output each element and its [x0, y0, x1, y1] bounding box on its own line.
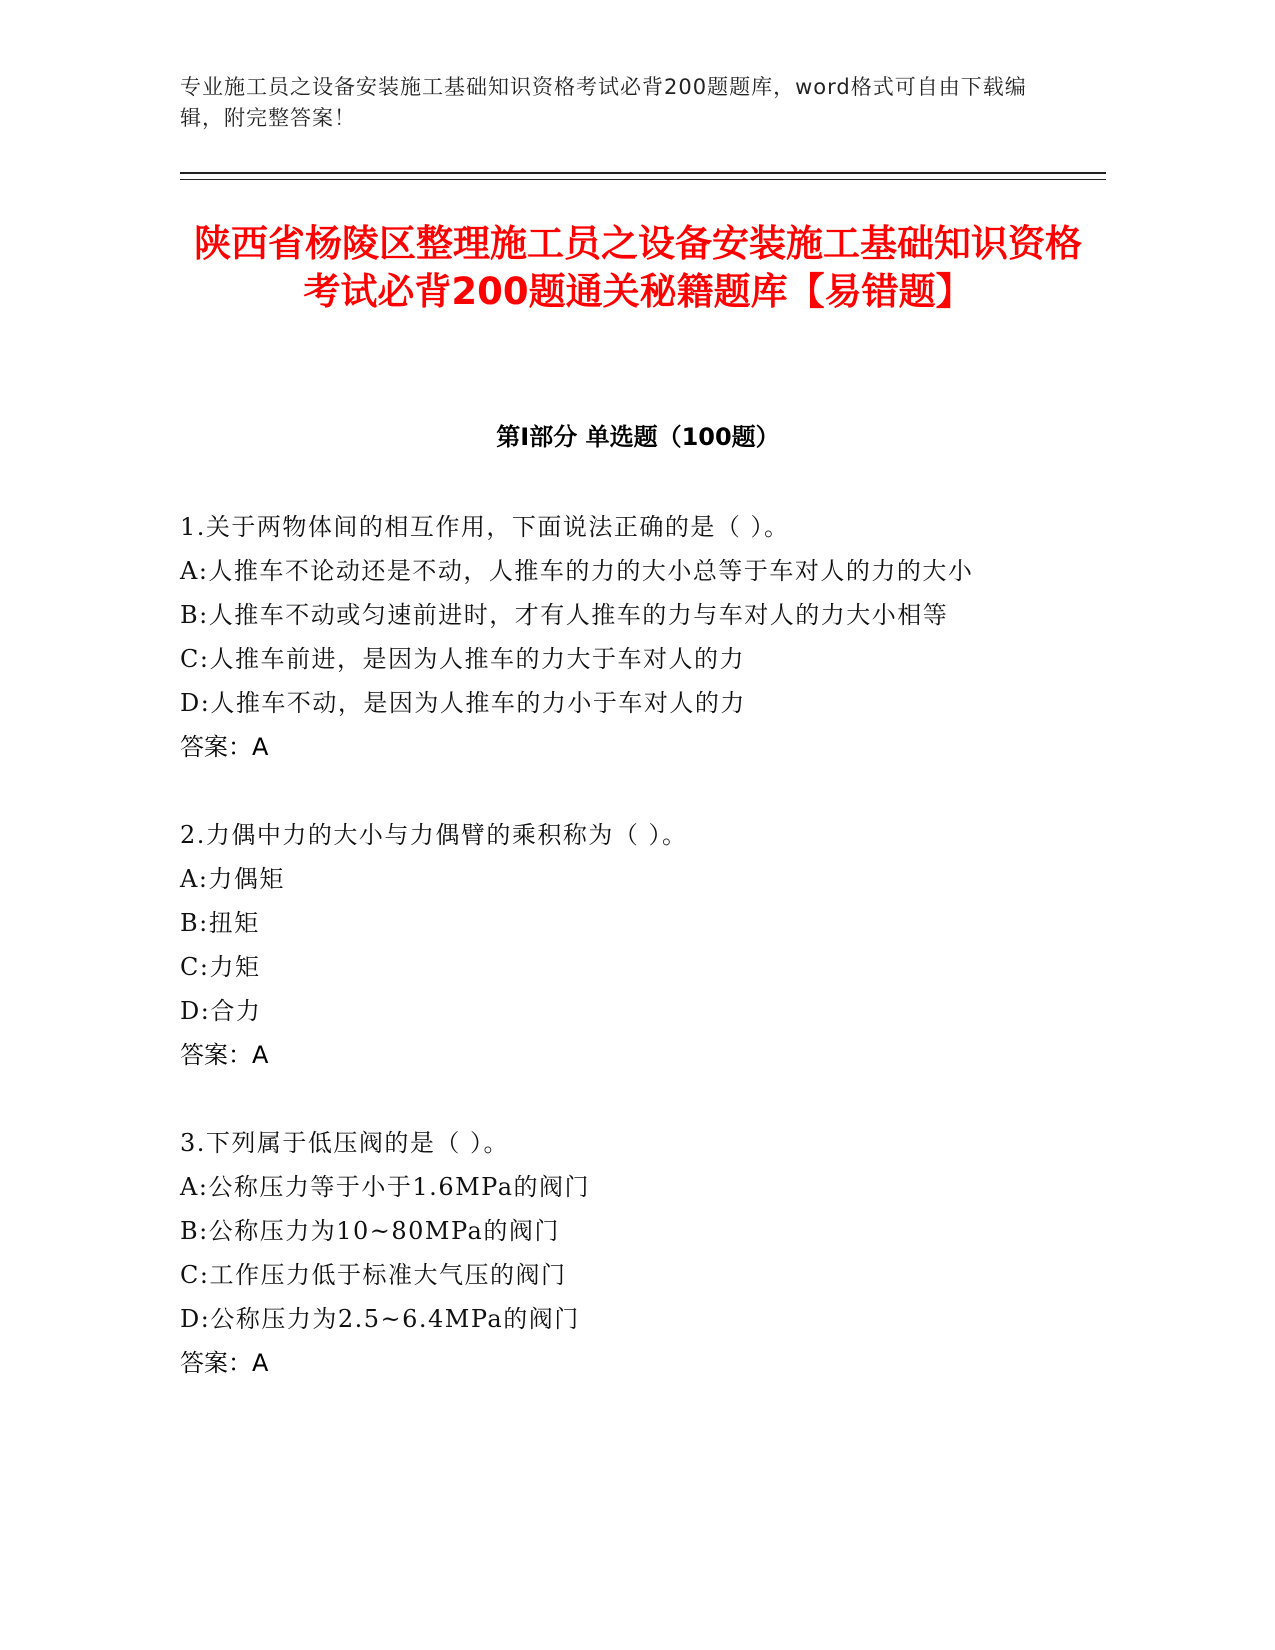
question-list — [180, 505, 1040, 1429]
header-divider-thick — [180, 172, 1106, 174]
answer: 答案：A — [180, 1349, 269, 1377]
option-d: D:公称压力为2.5~6.4MPa的阀门 — [180, 1305, 580, 1333]
answer: 答案：A — [180, 733, 269, 761]
option-c: C:力矩 — [180, 953, 261, 981]
option-a: A:公称压力等于小于1.6MPa的阀门 — [180, 1173, 591, 1201]
header-divider-thin — [180, 179, 1106, 180]
question-3 — [180, 1121, 1040, 1385]
document-title: 陕西省杨陵区整理施工员之设备安装施工基础知识资格考试必背200题通关秘籍题库【易错题】 — [194, 222, 1082, 313]
option-d: D:人推车不动，是因为人推车的力小于车对人的力 — [180, 689, 746, 717]
question-stem: 3.下列属于低压阀的是（ ）。 — [180, 1129, 510, 1157]
question-stem: 2.力偶中力的大小与力偶臂的乘积称为（ ）。 — [180, 821, 688, 849]
option-b: B:公称压力为10~80MPa的阀门 — [180, 1217, 560, 1245]
option-b: B:人推车不动或匀速前进时，才有人推车的力与车对人的力大小相等 — [180, 601, 949, 629]
question-2 — [180, 813, 1040, 1077]
option-d: D:合力 — [180, 997, 262, 1025]
option-a: A:力偶矩 — [180, 865, 285, 893]
option-a: A:人推车不论动还是不动，人推车的力的大小总等于车对人的力的大小 — [180, 557, 974, 585]
header-note: 专业施工员之设备安装施工基础知识资格考试必背200题题库，word格式可自由下载编辑，附完整答案！ — [180, 75, 1027, 130]
question-1 — [180, 505, 1040, 769]
section-heading: 第Ⅰ部分 单选题（100题） — [496, 423, 780, 451]
answer: 答案：A — [180, 1041, 269, 1069]
option-c: C:工作压力低于标准大气压的阀门 — [180, 1261, 567, 1289]
question-stem: 1.关于两物体间的相互作用，下面说法正确的是（ ）。 — [180, 513, 790, 541]
option-c: C:人推车前进，是因为人推车的力大于车对人的力 — [180, 645, 745, 673]
option-b: B:扭矩 — [180, 909, 260, 937]
